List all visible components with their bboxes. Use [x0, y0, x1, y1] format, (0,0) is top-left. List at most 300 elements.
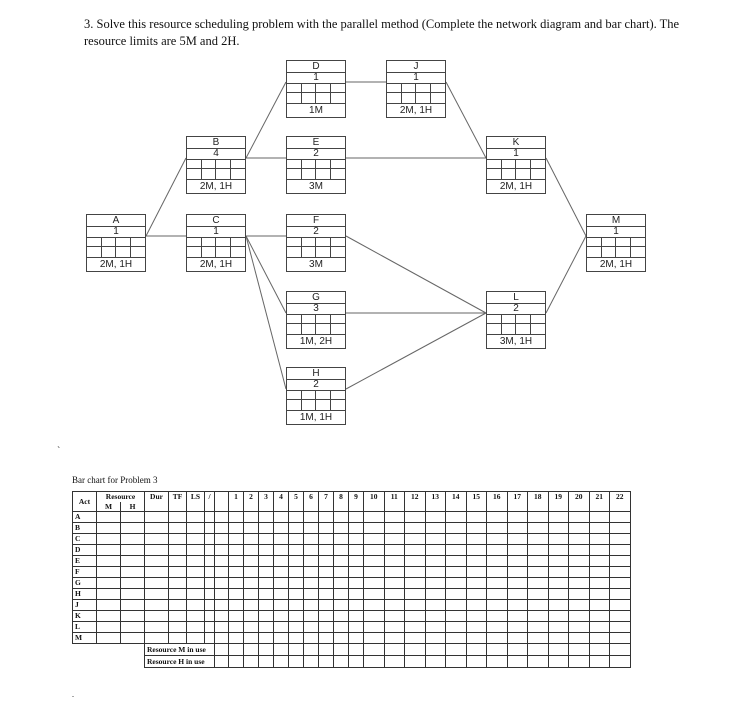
chart-cell — [334, 600, 349, 611]
chart-cell — [466, 622, 487, 633]
resource-h-cell — [334, 656, 349, 668]
activity-box — [286, 60, 346, 104]
chart-cell — [384, 523, 405, 534]
activity-node-H — [286, 367, 346, 425]
chart-cell — [259, 600, 274, 611]
chart-cell — [487, 600, 508, 611]
resource-m-cell — [319, 644, 334, 656]
header-blank — [274, 502, 289, 512]
chart-cell — [97, 578, 121, 589]
problem-statement: 3. Solve this resource scheduling problem with the parallel method (Complete the network diagram and bar chart). The resource limits are 5M and 2H. — [84, 17, 680, 48]
header-blank — [205, 502, 215, 512]
activity-duration: 2 — [287, 148, 345, 160]
resource-m-cell — [569, 644, 590, 656]
activity-duration: 2 — [287, 379, 345, 391]
chart-cell — [334, 633, 349, 644]
activity-row-label: L — [73, 622, 97, 633]
period-header: 15 — [466, 492, 487, 503]
chart-cell — [364, 556, 385, 567]
chart-cell — [319, 567, 334, 578]
header-blank — [507, 502, 528, 512]
activity-resources: 2M, 1H — [386, 104, 446, 118]
chart-cell — [589, 545, 610, 556]
chart-cell — [446, 622, 467, 633]
chart-cell — [259, 512, 274, 523]
header-blank — [446, 502, 467, 512]
resource-m-cell — [548, 644, 569, 656]
period-header: 10 — [364, 492, 385, 503]
activity-duration: 1 — [587, 226, 645, 238]
activity-name: F — [287, 215, 345, 227]
chart-cell — [446, 523, 467, 534]
chart-cell — [319, 545, 334, 556]
chart-cell — [244, 567, 259, 578]
chart-cell — [205, 556, 215, 567]
chart-cell — [259, 567, 274, 578]
resource-h-cell — [446, 656, 467, 668]
chart-cell — [548, 556, 569, 567]
chart-cell — [446, 600, 467, 611]
activity-name: G — [287, 292, 345, 304]
chart-cell — [259, 578, 274, 589]
chart-cell — [274, 611, 289, 622]
chart-cell — [319, 534, 334, 545]
chart-cell — [466, 512, 487, 523]
chart-cell — [319, 523, 334, 534]
chart-cell — [528, 567, 549, 578]
resource-h-cell — [289, 656, 304, 668]
resource-h-cell — [569, 656, 590, 668]
activity-name: H — [287, 368, 345, 380]
edge-C-G — [246, 236, 286, 313]
chart-cell — [466, 556, 487, 567]
page-dot: . — [72, 690, 74, 699]
chart-cell — [466, 589, 487, 600]
chart-cell — [215, 578, 229, 589]
chart-cell — [334, 534, 349, 545]
edge-F-L — [346, 236, 486, 313]
chart-cell — [446, 589, 467, 600]
chart-cell — [145, 523, 169, 534]
edge-H-L — [346, 313, 486, 389]
activity-box — [186, 214, 246, 258]
resource-m-cell — [384, 644, 405, 656]
activity-name: L — [487, 292, 545, 304]
chart-cell — [610, 534, 631, 545]
header-blank — [334, 502, 349, 512]
activity-duration: 1 — [187, 226, 245, 238]
chart-cell — [304, 600, 319, 611]
chart-cell — [384, 578, 405, 589]
chart-cell — [274, 622, 289, 633]
chart-cell — [169, 633, 187, 644]
chart-cell — [589, 589, 610, 600]
chart-cell — [507, 611, 528, 622]
activity-row-label: A — [73, 512, 97, 523]
resource-h-cell — [405, 656, 426, 668]
edge-A-B — [146, 158, 186, 236]
activity-node-E — [286, 136, 346, 194]
chart-cell — [334, 512, 349, 523]
chart-cell — [334, 578, 349, 589]
chart-cell — [610, 567, 631, 578]
activity-duration: 3 — [287, 303, 345, 315]
chart-cell — [466, 567, 487, 578]
period-header: 13 — [425, 492, 446, 503]
chart-cell — [405, 578, 426, 589]
chart-cell — [319, 600, 334, 611]
chart-cell — [548, 622, 569, 633]
activity-duration: 2 — [287, 226, 345, 238]
chart-cell — [334, 611, 349, 622]
header-blank — [610, 502, 631, 512]
chart-cell — [215, 556, 229, 567]
chart-cell — [274, 545, 289, 556]
period-header: 7 — [319, 492, 334, 503]
chart-cell — [548, 545, 569, 556]
chart-cell — [507, 534, 528, 545]
chart-cell — [364, 589, 385, 600]
footer-cell — [215, 644, 229, 656]
chart-cell — [507, 633, 528, 644]
resource-m-cell — [610, 644, 631, 656]
chart-cell — [507, 567, 528, 578]
chart-cell — [169, 611, 187, 622]
chart-cell — [215, 567, 229, 578]
chart-cell — [121, 611, 145, 622]
activity-node-C — [186, 214, 246, 272]
period-header: 8 — [334, 492, 349, 503]
chart-cell — [349, 633, 364, 644]
resource-h-cell — [319, 656, 334, 668]
chart-cell — [364, 534, 385, 545]
chart-cell — [97, 556, 121, 567]
activity-row-label: B — [73, 523, 97, 534]
chart-cell — [319, 633, 334, 644]
chart-cell — [487, 556, 508, 567]
resource-m-cell — [334, 644, 349, 656]
resource-h-cell — [528, 656, 549, 668]
chart-cell — [425, 589, 446, 600]
chart-cell — [528, 633, 549, 644]
chart-cell — [229, 578, 244, 589]
chart-cell — [548, 523, 569, 534]
resource-h-cell — [466, 656, 487, 668]
chart-cell — [274, 589, 289, 600]
resource-h-cell — [425, 656, 446, 668]
activity-resources: 1M, 2H — [286, 335, 346, 349]
chart-cell — [349, 512, 364, 523]
chart-cell — [259, 556, 274, 567]
chart-cell — [187, 534, 205, 545]
chart-cell — [569, 589, 590, 600]
chart-cell — [97, 589, 121, 600]
chart-cell — [569, 545, 590, 556]
chart-cell — [446, 512, 467, 523]
chart-cell — [169, 556, 187, 567]
chart-cell — [215, 622, 229, 633]
resource-h-cell — [548, 656, 569, 668]
chart-cell — [528, 534, 549, 545]
chart-cell — [446, 611, 467, 622]
chart-cell — [349, 545, 364, 556]
chart-cell — [446, 567, 467, 578]
activity-resources: 1M, 1H — [286, 411, 346, 425]
chart-cell — [364, 633, 385, 644]
period-header: 5 — [289, 492, 304, 503]
chart-cell — [384, 545, 405, 556]
chart-cell — [384, 567, 405, 578]
chart-cell — [97, 534, 121, 545]
activity-name: E — [287, 137, 345, 149]
activity-name: A — [87, 215, 145, 227]
chart-cell — [187, 578, 205, 589]
chart-cell — [97, 611, 121, 622]
chart-cell — [528, 589, 549, 600]
chart-cell — [569, 578, 590, 589]
chart-cell — [187, 600, 205, 611]
chart-cell — [169, 512, 187, 523]
chart-cell — [334, 523, 349, 534]
chart-cell — [169, 534, 187, 545]
header-blank — [304, 502, 319, 512]
activity-node-L — [486, 291, 546, 349]
chart-cell — [569, 534, 590, 545]
resource-m-cell — [507, 644, 528, 656]
spacer-cell — [215, 492, 229, 503]
chart-cell — [569, 556, 590, 567]
chart-cell — [610, 600, 631, 611]
resource-m-cell — [229, 644, 244, 656]
resource-h-cell — [589, 656, 610, 668]
chart-cell — [569, 567, 590, 578]
chart-cell — [405, 567, 426, 578]
resource-m-cell — [244, 644, 259, 656]
chart-cell — [405, 523, 426, 534]
chart-cell — [364, 611, 385, 622]
period-header: 22 — [610, 492, 631, 503]
chart-cell — [289, 545, 304, 556]
chart-cell — [97, 600, 121, 611]
activity-resources: 2M, 1H — [186, 258, 246, 272]
chart-cell — [334, 545, 349, 556]
resource-h-cell — [349, 656, 364, 668]
chart-cell — [169, 523, 187, 534]
resource-h-cell — [259, 656, 274, 668]
chart-cell — [229, 545, 244, 556]
chart-cell — [215, 534, 229, 545]
time-cells — [487, 314, 545, 334]
resource-h-cell — [304, 656, 319, 668]
chart-cell — [487, 534, 508, 545]
chart-cell — [610, 589, 631, 600]
chart-cell — [487, 611, 508, 622]
resource-m-cell — [425, 644, 446, 656]
chart-cell — [304, 556, 319, 567]
chart-cell — [205, 545, 215, 556]
chart-cell — [304, 512, 319, 523]
chart-cell — [610, 633, 631, 644]
chart-cell — [274, 512, 289, 523]
activity-node-F — [286, 214, 346, 272]
chart-cell — [528, 578, 549, 589]
chart-cell — [384, 611, 405, 622]
chart-cell — [589, 622, 610, 633]
activity-name: K — [487, 137, 545, 149]
resource-h-cell — [610, 656, 631, 668]
header-blank — [589, 502, 610, 512]
activity-name: D — [287, 61, 345, 73]
chart-cell — [121, 578, 145, 589]
activity-name: J — [387, 61, 445, 73]
activity-resources: 3M, 1H — [486, 335, 546, 349]
chart-cell — [121, 556, 145, 567]
activity-duration: 2 — [487, 303, 545, 315]
chart-cell — [145, 567, 169, 578]
period-header: 3 — [259, 492, 274, 503]
chart-cell — [589, 512, 610, 523]
chart-cell — [121, 512, 145, 523]
chart-cell — [244, 611, 259, 622]
chart-cell — [589, 556, 610, 567]
header-blank — [466, 502, 487, 512]
header-blank — [215, 502, 229, 512]
chart-cell — [244, 578, 259, 589]
chart-cell — [121, 567, 145, 578]
chart-cell — [121, 523, 145, 534]
resource-h-cell — [487, 656, 508, 668]
chart-cell — [487, 512, 508, 523]
time-cells — [287, 159, 345, 179]
activity-duration: 4 — [187, 148, 245, 160]
chart-cell — [487, 545, 508, 556]
resource-h-in-use-label: Resource H in use — [145, 656, 215, 668]
activity-box — [486, 291, 546, 335]
period-header: 17 — [507, 492, 528, 503]
activity-node-G — [286, 291, 346, 349]
activity-name: B — [187, 137, 245, 149]
chart-cell — [121, 534, 145, 545]
header-blank — [487, 502, 508, 512]
chart-cell — [349, 622, 364, 633]
chart-cell — [405, 534, 426, 545]
chart-cell — [121, 545, 145, 556]
chart-cell — [528, 523, 549, 534]
chart-cell — [610, 611, 631, 622]
chart-cell — [334, 567, 349, 578]
chart-cell — [97, 545, 121, 556]
chart-cell — [304, 567, 319, 578]
chart-cell — [215, 512, 229, 523]
chart-cell — [145, 534, 169, 545]
resource-m-cell — [289, 644, 304, 656]
chart-cell — [487, 589, 508, 600]
resource-m-cell — [466, 644, 487, 656]
chart-cell — [425, 633, 446, 644]
chart-cell — [384, 600, 405, 611]
chart-cell — [244, 545, 259, 556]
chart-cell — [466, 611, 487, 622]
chart-cell — [364, 567, 385, 578]
header-blank — [384, 502, 405, 512]
header-blank — [259, 502, 274, 512]
activity-box — [386, 60, 446, 104]
chart-cell — [487, 567, 508, 578]
resource-m-cell — [364, 644, 385, 656]
chart-cell — [145, 545, 169, 556]
chart-cell — [215, 589, 229, 600]
chart-cell — [121, 589, 145, 600]
chart-cell — [289, 512, 304, 523]
chart-cell — [507, 556, 528, 567]
chart-cell — [589, 567, 610, 578]
header-blank — [548, 502, 569, 512]
chart-cell — [349, 589, 364, 600]
chart-cell — [384, 622, 405, 633]
chart-cell — [205, 534, 215, 545]
activity-row-label: E — [73, 556, 97, 567]
chart-cell — [507, 512, 528, 523]
chart-cell — [405, 589, 426, 600]
header-blank — [244, 502, 259, 512]
chart-cell — [229, 567, 244, 578]
chart-cell — [205, 622, 215, 633]
chart-cell — [425, 600, 446, 611]
chart-cell — [229, 534, 244, 545]
chart-cell — [548, 534, 569, 545]
chart-cell — [259, 545, 274, 556]
chart-cell — [610, 578, 631, 589]
bar-chart-title: Bar chart for Problem 3 — [72, 475, 158, 485]
chart-cell — [304, 534, 319, 545]
chart-cell — [289, 534, 304, 545]
activity-resources: 2M, 1H — [186, 180, 246, 194]
chart-cell — [405, 512, 426, 523]
activity-node-K — [486, 136, 546, 194]
chart-cell — [446, 556, 467, 567]
chart-cell — [304, 523, 319, 534]
activity-resources: 2M, 1H — [486, 180, 546, 194]
chart-cell — [259, 589, 274, 600]
chart-cell — [334, 622, 349, 633]
chart-cell — [229, 600, 244, 611]
chart-cell — [229, 622, 244, 633]
chart-cell — [425, 622, 446, 633]
chart-cell — [319, 622, 334, 633]
chart-cell — [466, 633, 487, 644]
period-header: 18 — [528, 492, 549, 503]
activity-box — [186, 136, 246, 180]
period-header: 20 — [569, 492, 590, 503]
edge-K-M — [546, 158, 586, 236]
activity-node-B — [186, 136, 246, 194]
period-header: 11 — [384, 492, 405, 503]
activity-node-A — [86, 214, 146, 272]
chart-cell — [528, 512, 549, 523]
chart-cell — [215, 545, 229, 556]
chart-cell — [528, 556, 549, 567]
chart-cell — [528, 622, 549, 633]
period-header: 16 — [487, 492, 508, 503]
chart-cell — [364, 578, 385, 589]
chart-cell — [364, 512, 385, 523]
activity-box — [486, 136, 546, 180]
chart-cell — [274, 600, 289, 611]
resource-m-cell — [487, 644, 508, 656]
chart-cell — [610, 512, 631, 523]
header-blank — [364, 502, 385, 512]
activity-row-label: F — [73, 567, 97, 578]
